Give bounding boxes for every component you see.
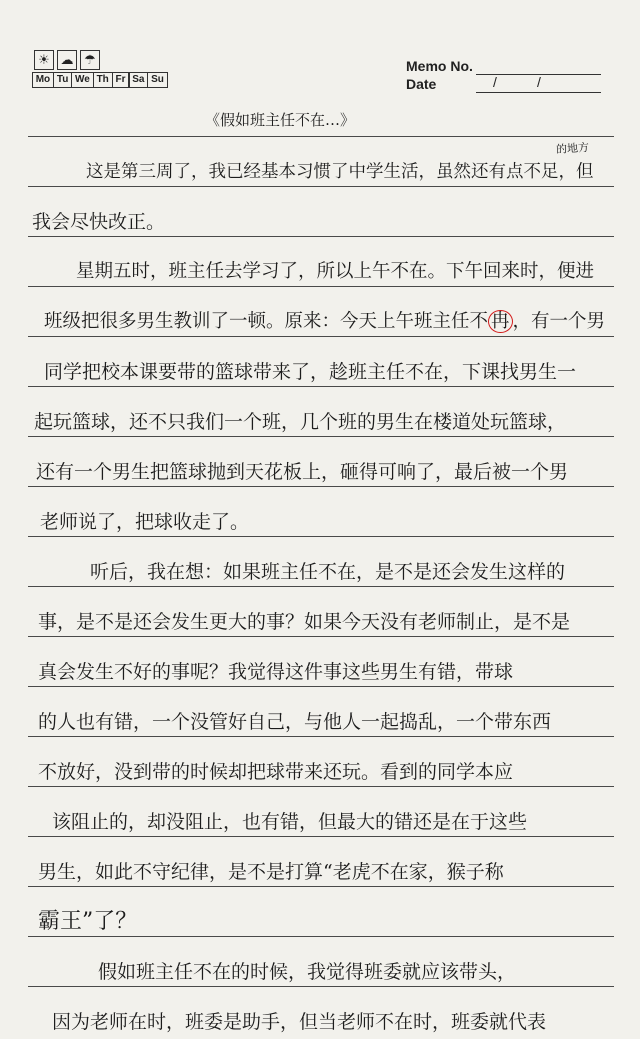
weekday-su: Su	[147, 72, 168, 88]
essay-line-4-tail: ，有一个男	[512, 311, 606, 332]
essay-line-6: 起玩篮球，还不只我们一个班，几个班的男生在楼道处玩篮球，	[34, 411, 567, 433]
date-label: Date	[406, 76, 437, 92]
weekday-tu: Tu	[53, 72, 72, 88]
margin-note: 的地方	[555, 140, 590, 157]
essay-line-3: 星期五时，班主任去学习了，所以上午不在。下午回来时，便进	[76, 261, 595, 282]
weekday-we: We	[71, 72, 94, 88]
essay-title: 《假如班主任不在…》	[205, 111, 356, 129]
circled-correction: 冉	[488, 310, 513, 333]
essay-line-16: 霸王”了？	[38, 909, 138, 934]
weekday-fr: Fr	[112, 72, 130, 88]
sunny-icon: ☀	[34, 50, 54, 70]
essay-line-4-text: 班级把很多男生教训了一顿。原来：今天上午班主任不	[44, 311, 489, 332]
essay-line-17: 假如班主任不在的时候，我觉得班委就应该带头，	[98, 961, 517, 983]
weekday-sa: Sa	[128, 72, 148, 88]
essay-line-9: 听后，我在想：如果班主任不在，是不是还会发生这样的	[90, 561, 566, 583]
essay-line-2: 我会尽快改正。	[32, 211, 166, 233]
weekday-mo: Mo	[32, 72, 54, 88]
essay-line-8: 老师说了，把球收走了。	[40, 511, 250, 533]
weekday-th: Th	[93, 72, 113, 88]
essay-line-7: 还有一个男生把篮球抛到天花板上，砸得可响了，最后被一个男	[36, 461, 569, 483]
essay-line-5: 同学把校本课要带的篮球带来了，趁班主任不在，下课找男生一	[44, 361, 577, 383]
essay-line-13: 不放好，没到带的时候却把球带来还玩。看到的同学本应	[38, 761, 514, 783]
essay-line-10: 事，是不是还会发生更大的事？如果今天没有老师制止，是不是	[38, 611, 571, 633]
memo-number-label: Memo No.	[406, 58, 473, 74]
essay-line-14: 该阻止的，却没阻止，也有错，但最大的错还是在于这些	[52, 811, 528, 833]
essay-line-11: 真会发生不好的事呢？我觉得这件事这些男生有错，带球	[38, 661, 514, 683]
essay-line-12: 的人也有错，一个没管好自己，与他人一起捣乱，一个带东西	[38, 711, 552, 733]
essay-line-1: 这是第三周了，我已经基本习惯了中学生活，虽然还有点不足，但	[86, 162, 594, 182]
essay-line-18: 因为老师在时，班委是助手，但当老师不在时，班委就代表	[52, 1011, 547, 1033]
essay-line-15: 男生，如此不守纪律，是不是打算“老虎不在家，猴子称	[38, 861, 504, 883]
rainy-icon: ☂	[80, 50, 100, 70]
cloudy-icon: ☁	[57, 50, 77, 70]
date-separator: /	[493, 74, 497, 90]
date-separator: /	[537, 74, 541, 90]
essay-line-4	[44, 310, 605, 334]
